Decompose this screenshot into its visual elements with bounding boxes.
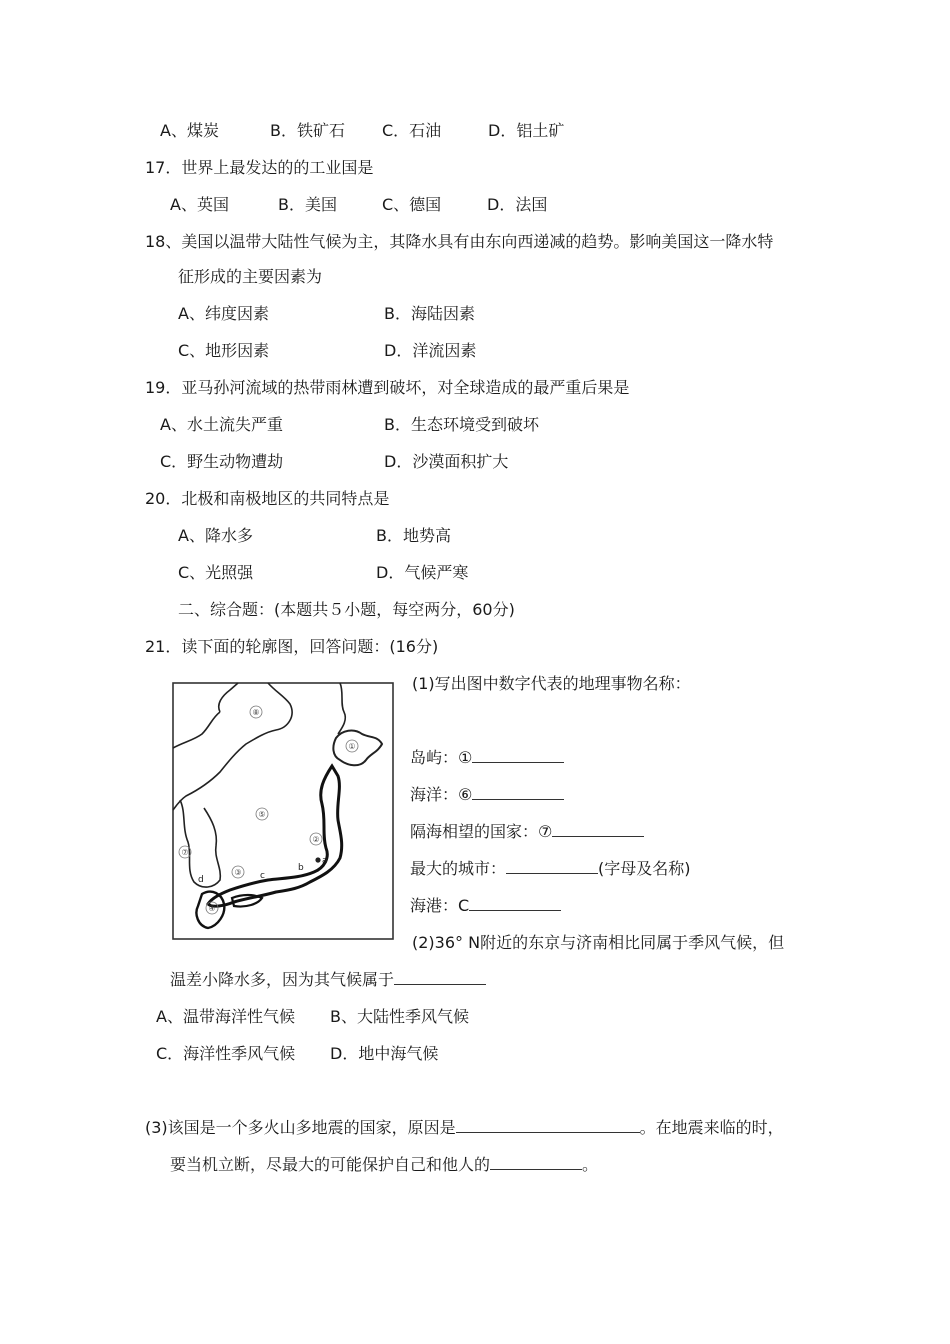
q16-option-b: B．铁矿石: [270, 121, 345, 140]
city-answer-blank[interactable]: [506, 859, 598, 874]
map-label-5: ⑤: [258, 810, 266, 819]
q21-part2-option-c: C．海洋性季风气候: [156, 1044, 296, 1063]
q21-stem: 21．读下面的轮廓图，回答问题：(16分): [145, 637, 439, 656]
q21-part3-line2: [170, 1154, 598, 1176]
q21-part3-line1: [145, 1117, 784, 1139]
q21-city-hint: (字母及名称): [598, 859, 691, 878]
q21-part2-line2-text: 温差小降水多，因为其气候属于: [170, 970, 395, 989]
q21-port: [410, 895, 561, 917]
section2-title: 二、综合题：(本题共５小题，每空两分，60分): [178, 600, 515, 619]
q21-part2-option-d: D．地中海气候: [330, 1044, 439, 1063]
q20-stem: 20．北极和南极地区的共同特点是: [145, 489, 390, 508]
q21-part2-option-b: B、大陆性季风气候: [330, 1007, 469, 1026]
q17-option-a: A、英国: [170, 195, 229, 214]
ocean-answer-blank[interactable]: [472, 785, 564, 800]
q17-option-b: B．美国: [278, 195, 337, 214]
q18-option-a: A、纬度因素: [178, 304, 269, 323]
q20-option-c: C、光照强: [178, 563, 254, 582]
q19-option-c: C．野生动物遭劫: [160, 452, 284, 471]
q19-option-d: D．沙漠面积扩大: [384, 452, 509, 471]
q18-option-b: B．海陆因素: [384, 304, 475, 323]
q21-part3-line2-b: 。: [582, 1155, 599, 1174]
neighbor-answer-blank[interactable]: [552, 822, 644, 837]
q21-ocean: [410, 784, 564, 806]
q18-option-c: C、地形因素: [178, 341, 270, 360]
q17-option-c: C、德国: [382, 195, 442, 214]
q21-island-label: 岛屿：①: [410, 748, 473, 767]
q21-part3-line2-a: 要当机立断，尽最大的可能保护自己和他人的: [170, 1155, 491, 1174]
q20-option-d: D．气候严寒: [376, 563, 469, 582]
q17-option-d: D．法国: [487, 195, 548, 214]
q21-part3-line1-a: (3)该国是一个多火山多地震的国家，原因是: [145, 1118, 456, 1137]
q19-stem: 19．亚马孙河流域的热带雨林遭到破坏，对全球造成的最严重后果是: [145, 378, 630, 397]
q16-option-c: C．石油: [382, 121, 442, 140]
q21-city: [410, 858, 691, 880]
map-label-4: ④: [208, 904, 216, 913]
map-label-a: a: [322, 856, 328, 866]
q21-part1-title: (1)写出图中数字代表的地理事物名称：: [412, 674, 691, 693]
map-label-8: ⑧: [252, 708, 260, 717]
q21-port-label: 海港：C: [410, 896, 470, 915]
map-label-3: ③: [234, 868, 242, 877]
climate-answer-blank[interactable]: [394, 970, 486, 985]
map-label-1: ①: [348, 742, 356, 751]
japan-outline-map: [172, 682, 394, 940]
q18-stem-line1: 18、美国以温带大陆性气候为主，其降水具有由东向西递减的趋势。影响美国这一降水特: [145, 232, 774, 251]
q19-option-b: B．生态环境受到破坏: [384, 415, 539, 434]
q18-option-d: D．洋流因素: [384, 341, 477, 360]
q20-option-b: B．地势高: [376, 526, 451, 545]
q19-option-a: A、水土流失严重: [160, 415, 283, 434]
q21-city-label: 最大的城市：: [410, 859, 507, 878]
q16-option-d: D．铝土矿: [488, 121, 565, 140]
protect-answer-blank[interactable]: [490, 1155, 582, 1170]
q21-island: [410, 747, 564, 769]
island-answer-blank[interactable]: [472, 748, 564, 763]
q21-part2-line1: (2)36° N附近的东京与济南相比同属于季风气候，但: [412, 933, 785, 952]
map-label-b: b: [298, 863, 304, 873]
q17-stem: 17．世界上最发达的的工业国是: [145, 158, 374, 177]
q21-ocean-label: 海洋：⑥: [410, 785, 473, 804]
map-label-d: d: [198, 875, 204, 885]
q21-part3-line1-b: 。在地震来临的时，: [639, 1118, 784, 1137]
q21-neighbor: [410, 821, 644, 843]
port-answer-blank[interactable]: [469, 896, 561, 911]
map-label-2: ②: [312, 835, 320, 844]
map-label-7: ⑦: [181, 848, 189, 857]
q20-option-a: A、降水多: [178, 526, 253, 545]
map-label-c: c: [260, 871, 265, 881]
q16-option-a: A、煤炭: [160, 121, 219, 140]
q18-stem-line2: 征形成的主要因素为: [178, 267, 323, 286]
q21-part2-option-a: A、温带海洋性气候: [156, 1007, 295, 1026]
q21-part2-line2: [170, 969, 486, 991]
q21-neighbor-label: 隔海相望的国家：⑦: [410, 822, 553, 841]
earthquake-reason-blank[interactable]: [456, 1118, 640, 1133]
